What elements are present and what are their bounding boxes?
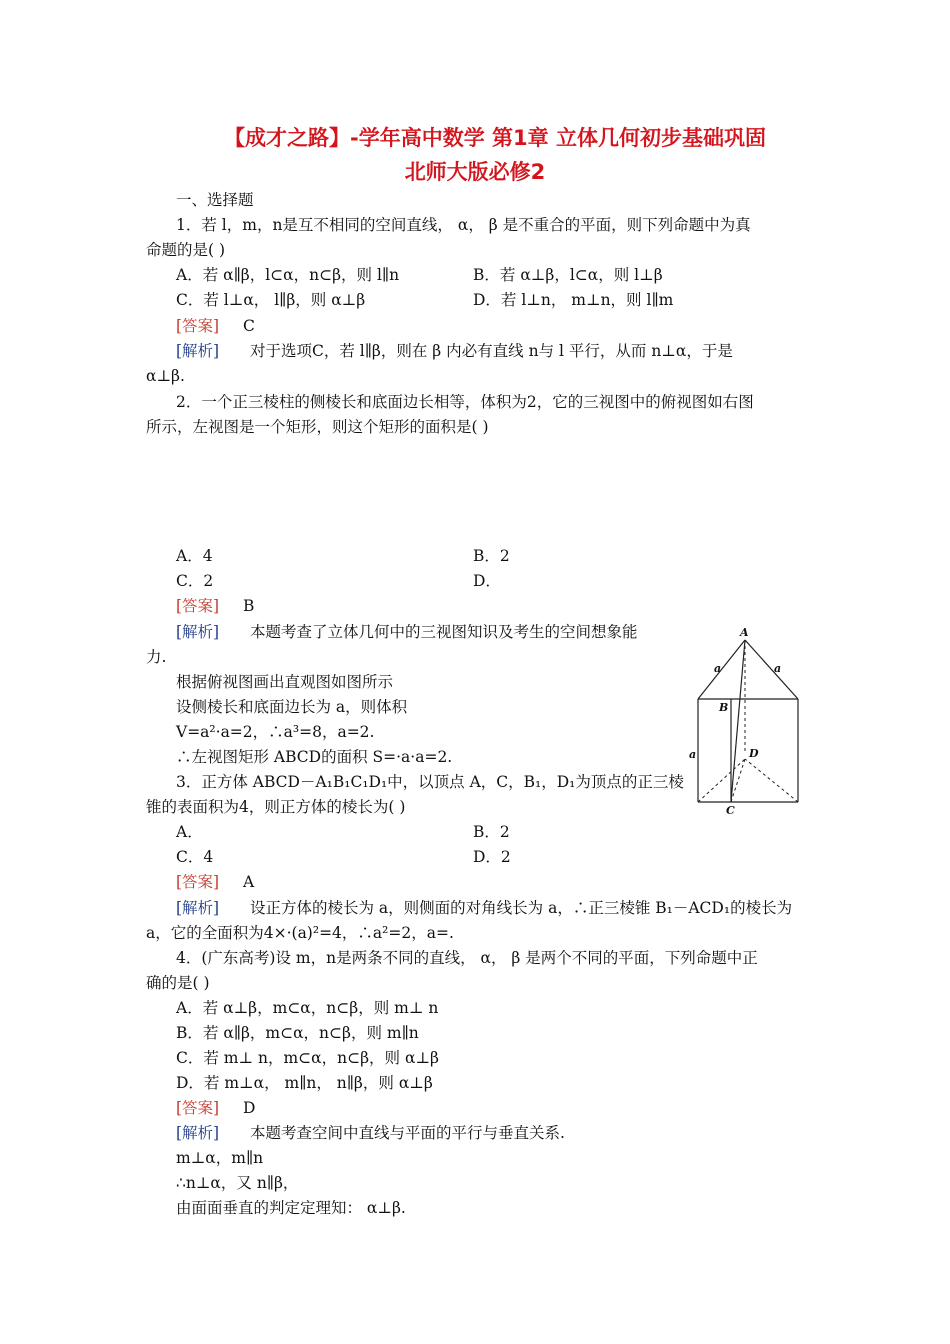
q4-stem-cont: 确的是( )	[146, 974, 210, 992]
q3-option-b: B．2	[473, 823, 510, 841]
q2-stem: 2．一个正三棱柱的侧棱长和底面边长相等，体积为2，它的三视图中的俯视图如右图	[176, 393, 754, 411]
q4-analysis-tag: [解析]	[176, 1124, 220, 1142]
q2-option-b: B．2	[473, 547, 510, 565]
q2-option-d: D．	[473, 572, 501, 590]
q2-option-c: C．2	[176, 572, 214, 590]
q1-option-c: C．若 l⊥α， l∥β，则 α⊥β	[176, 291, 366, 309]
doc-title-line2: 北师大版必修2	[404, 160, 546, 184]
q1-option-d: D．若 l⊥n， m⊥n，则 l∥m	[473, 291, 674, 309]
q2-analysis-cont: 力.	[146, 648, 167, 666]
q4-stem: 4．(广东高考)设 m，n是两条不同的直线， α， β 是两个不同的平面，下列命题中正	[176, 949, 758, 967]
q4-analysis-line2: m⊥α，m∥n	[176, 1149, 264, 1167]
q2-analysis: 本题考查了立体几何中的三视图知识及考生的空间想象能	[250, 623, 638, 641]
q4-option-d: D．若 m⊥α， m∥n， n∥β，则 α⊥β	[176, 1074, 433, 1092]
edge-a-c	[731, 640, 745, 802]
q2-option-a: A．4	[176, 547, 213, 565]
hidden-edge-right-d	[745, 759, 798, 802]
q2-analysis-line4: V=a²·a=2，∴a³=8，a=2.	[176, 723, 375, 741]
q3-stem-cont: 锥的表面积为4，则正方体的棱长为( )	[146, 798, 406, 816]
q3-analysis: 设正方体的棱长为 a，则侧面的对角线长为 a，∴正三棱锥 B₁－ACD₁的棱长为	[250, 899, 793, 917]
q4-option-c: C．若 m⊥ n，m⊂α，n⊂β，则 α⊥β	[176, 1049, 439, 1067]
label-c: C	[726, 804, 735, 816]
q4-analysis: 本题考查空间中直线与平面的平行与垂直关系.	[250, 1124, 565, 1142]
q1-answer: C	[243, 317, 255, 335]
label-edge-a-right: a	[774, 662, 782, 675]
label-edge-a-left: a	[714, 662, 722, 675]
label-d: D	[749, 747, 759, 760]
q2-answer: B	[243, 597, 255, 615]
q1-option-b: B．若 α⊥β，l⊂α，则 l⊥β	[473, 266, 663, 284]
q1-analysis-tag: [解析]	[176, 342, 220, 360]
label-a: A	[740, 626, 749, 639]
q1-analysis-cont: α⊥β.	[146, 367, 185, 385]
section-heading: 一、选择题	[176, 191, 254, 209]
q4-analysis-line4: 由面面垂直的判定定理知： α⊥β.	[176, 1199, 406, 1217]
q1-stem-cont: 命题的是( )	[146, 241, 226, 259]
q1-stem: 1．若 l，m，n是互不相同的空间直线， α， β 是不重合的平面，则下列命题中为真	[176, 216, 751, 234]
q3-option-c: C．4	[176, 848, 214, 866]
q3-option-d: D．2	[473, 848, 511, 866]
q3-stem: 3．正方体 ABCD－A₁B₁C₁D₁中，以顶点 A，C，B₁，D₁为顶点的正三棱	[176, 773, 684, 791]
q4-option-a: A．若 α⊥β，m⊂α，n⊂β，则 m⊥ n	[176, 999, 439, 1017]
q2-stem-cont: 所示，左视图是一个矩形，则这个矩形的面积是( )	[146, 418, 489, 436]
q2-analysis-tag: [解析]	[176, 623, 220, 641]
q3-answer-tag: [答案]	[176, 873, 220, 891]
q3-analysis-cont: a，它的全面积为4×·(a)²=4，∴a²=2，a=.	[146, 924, 454, 942]
hidden-edge-left-d	[698, 759, 745, 802]
q1-answer-tag: [答案]	[176, 317, 220, 335]
label-b: B	[719, 701, 729, 714]
q4-option-b: B．若 α∥β，m⊂α，n⊂β，则 m∥n	[176, 1024, 419, 1042]
q2-analysis-line2: 根据俯视图画出直观图如图所示	[176, 673, 394, 691]
q2-analysis-line3: 设侧棱长和底面边长为 a，则体积	[176, 698, 408, 716]
q1-analysis: 对于选项C，若 l∥β，则在 β 内必有直线 n与 l 平行，从而 n⊥α，于是	[250, 342, 733, 360]
doc-title-line1: 【成才之路】-学年高中数学 第1章 立体几何初步基础巩固	[224, 126, 766, 150]
q1-option-a: A．若 α∥β，l⊂α，n⊂β，则 l∥n	[176, 266, 400, 284]
q3-option-a: A．	[176, 823, 203, 841]
q2-analysis-line5: ∴左视图矩形 ABCD的面积 S=·a·a=2.	[176, 748, 453, 766]
q2-answer-tag: [答案]	[176, 597, 220, 615]
q4-answer: D	[243, 1099, 256, 1117]
edge-a-right	[745, 640, 798, 699]
q3-analysis-tag: [解析]	[176, 899, 220, 917]
q4-answer-tag: [答案]	[176, 1099, 220, 1117]
prism-figure	[688, 624, 813, 816]
q3-answer: A	[243, 873, 255, 891]
label-edge-a-side: a	[689, 748, 697, 761]
edge-a-left	[698, 640, 745, 699]
q4-analysis-line3: ∴n⊥α，又 n∥β，	[176, 1174, 299, 1192]
